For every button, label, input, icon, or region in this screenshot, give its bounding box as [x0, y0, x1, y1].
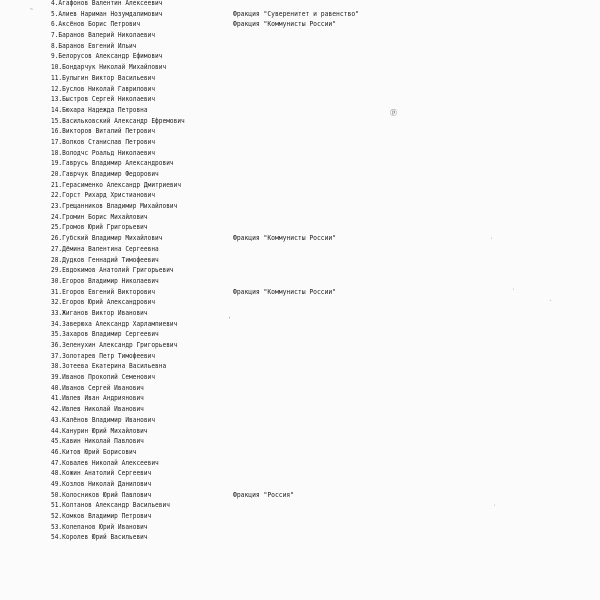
- deputy-name: 12.Буслов Николай Гаврилович: [51, 83, 156, 93]
- scan-speck: ·: [512, 287, 516, 293]
- list-item: [0, 468, 600, 479]
- deputy-name: 35.Захаров Владимир Сергеевич: [51, 329, 159, 339]
- list-item: [0, 490, 600, 501]
- list-item: [0, 426, 600, 437]
- list-item: [0, 361, 600, 372]
- deputy-name: 39.Иванов Прокопий Семенович: [51, 372, 156, 382]
- faction-label: Фракция "Суверенитет и равенство": [233, 9, 359, 18]
- list-item: [0, 233, 600, 244]
- deputy-name: 23.Грещанников Владимир Михайлович: [51, 201, 178, 211]
- list-item: [0, 19, 600, 30]
- deputy-name: 33.Жиганов Виктор Иванович: [51, 307, 148, 317]
- deputy-name: 36.Зеленухин Александр Григорьевич: [51, 340, 178, 349]
- deputy-name: 26.Губский Владимир Михайлович: [51, 233, 163, 243]
- deputy-name: 9.Белорусов Александр Ефимович: [51, 51, 163, 61]
- list-item: [0, 276, 600, 287]
- list-item: [0, 436, 600, 447]
- deputy-name: 30.Егоров Владимир Николаевич: [51, 275, 159, 285]
- list-item: [0, 511, 600, 522]
- list-item: [0, 255, 600, 266]
- deputy-name: 46.Китов Юрий Борисович: [51, 446, 137, 456]
- deputy-name: 41.Ивлев Иван Андриянович: [51, 393, 144, 403]
- deputy-name: 51.Колтанов Александр Васильевич: [51, 500, 170, 510]
- deputy-name: 34.Заверюха Александр Харлампиевич: [51, 318, 178, 328]
- faction-label: Фракция "Россия": [233, 490, 295, 499]
- deputy-name: 4.Агафонов Валентин Алексеевич: [51, 0, 163, 7]
- deputy-name: 15.Васильковский Александр Ефремович: [51, 115, 185, 125]
- deputy-name: 19.Гаврусь Владимир Александрович: [51, 158, 174, 168]
- scan-speck: ,: [228, 314, 232, 320]
- list-item: [0, 244, 600, 255]
- list-item: [0, 137, 600, 148]
- list-item: [0, 41, 600, 52]
- deputy-name: 47.Ковалев Николай Алексеевич: [51, 457, 159, 467]
- deputy-name: 24.Громин Борис Михайлович: [51, 211, 148, 221]
- list-item: [0, 500, 600, 511]
- deputy-name: 45.Кавин Николай Павлович: [51, 436, 144, 446]
- scan-speck: ·: [490, 236, 494, 242]
- list-item: [0, 116, 600, 127]
- deputy-name: 31.Егоров Евгений Викторович: [51, 286, 156, 296]
- list-item: [0, 51, 600, 62]
- faction-label: Фракция "Коммунисты России": [233, 20, 337, 29]
- list-item: [0, 73, 600, 84]
- deputy-name: 11.Булыгин Виктор Васильевич: [51, 72, 156, 82]
- faction-label: Фракция "Коммунисты России": [233, 287, 337, 296]
- list-item: [0, 105, 600, 116]
- deputy-name: 6.Аксёнов Борис Петрович: [51, 19, 141, 29]
- deputy-name: 50.Колосников Юрий Павлович: [51, 489, 152, 499]
- list-item: [0, 297, 600, 308]
- list-item: [0, 62, 600, 73]
- deputy-name: 43.Калёнов Владимир Иванович: [51, 414, 156, 424]
- deputy-name: 44.Канурин Юрий Михайлович: [51, 425, 148, 435]
- list-item: [0, 308, 600, 319]
- deputy-name: 10.Бондарчук Николай Михайлович: [51, 62, 167, 72]
- list-item: [0, 169, 600, 180]
- deputy-name: 38.Зотеева Екатерина Васильевна: [51, 361, 167, 371]
- list-item: [0, 201, 600, 212]
- list-item: [0, 383, 600, 394]
- deputy-name: 32.Егоров Юрий Александрович: [51, 297, 156, 307]
- deputy-name: 54.Королев Юрий Васильевич: [51, 532, 148, 542]
- list-item: [0, 9, 600, 20]
- list-item: [0, 479, 600, 490]
- list-item: [0, 190, 600, 201]
- deputy-name: 53.Копепанов Юрий Иванович: [51, 521, 148, 531]
- list-item: [0, 180, 600, 191]
- deputy-name: 28.Дудков Геннадий Тимофеевич: [51, 254, 159, 264]
- list-item: [0, 126, 600, 137]
- deputy-name: 49.Козлов Николай Данилович: [51, 478, 152, 488]
- deputy-name: 22.Горст Рихард Христианович: [51, 190, 156, 200]
- deputy-name: 48.Кожин Анатолий Сергеевич: [51, 468, 152, 478]
- deputy-name: 18.Володчс Роальд Николаевич: [51, 147, 156, 157]
- faction-label: Фракция "Коммунисты России": [233, 234, 337, 243]
- deputy-name: 42.Ивлев Николай Иванович: [51, 404, 144, 414]
- list-item: [0, 222, 600, 233]
- deputy-name: 14.Бюхара Надежда Петровна: [51, 104, 148, 114]
- list-item: [0, 158, 600, 169]
- list-item: [0, 372, 600, 383]
- scan-speck: -: [549, 298, 553, 304]
- scan-speck: ⓟ: [390, 109, 397, 117]
- list-item: [0, 532, 600, 543]
- deputy-name: 52.Комков Владимир Петрович: [51, 511, 152, 520]
- list-item: [0, 404, 600, 415]
- list-item: [0, 84, 600, 95]
- list-item: [0, 351, 600, 362]
- list-item: [0, 265, 600, 276]
- deputy-name: 5.Алиев Нариман Нозумдалимович: [51, 8, 163, 18]
- list-item: [0, 447, 600, 458]
- list-item: [0, 0, 600, 9]
- scan-speck: ~: [30, 7, 34, 13]
- deputy-name: 37.Золотарев Петр Тимофеевич: [51, 350, 156, 360]
- deputy-name: 25.Громов Юрий Григорьевич: [51, 222, 148, 232]
- deputy-name: 21.Герасименко Александр Дмитриевич: [51, 179, 182, 189]
- list-item: [0, 522, 600, 533]
- list-item: [0, 340, 600, 351]
- list-item: [0, 458, 600, 469]
- deputy-name: 8.Баранов Евгений Ильич: [51, 40, 137, 50]
- deputy-name: 40.Иванов Сергей Иванович: [51, 382, 144, 392]
- deputy-name: 27.Дёмина Валентина Сергеевна: [51, 243, 159, 253]
- list-item: [0, 393, 600, 404]
- deputy-name: 7.Баранов Валерий Николаевич: [51, 30, 156, 40]
- deputy-name: 13.Быстров Сергей Николаевич: [51, 94, 156, 104]
- deputy-name: 17.Волков Станислав Петрович: [51, 136, 156, 146]
- list-item: [0, 94, 600, 105]
- list-item: [0, 148, 600, 159]
- deputy-name: 16.Викторов Виталий Петрович: [51, 126, 156, 136]
- deputy-name: 29.Евдокимов Анатолий Григорьевич: [51, 265, 174, 275]
- list-item: [0, 415, 600, 426]
- list-item: [0, 329, 600, 340]
- deputy-name: 20.Гаврчук Владимир Федорович: [51, 169, 159, 178]
- list-item: [0, 30, 600, 41]
- scan-speck: ·: [493, 503, 497, 509]
- list-item: [0, 319, 600, 330]
- list-item: [0, 287, 600, 298]
- list-item: [0, 212, 600, 223]
